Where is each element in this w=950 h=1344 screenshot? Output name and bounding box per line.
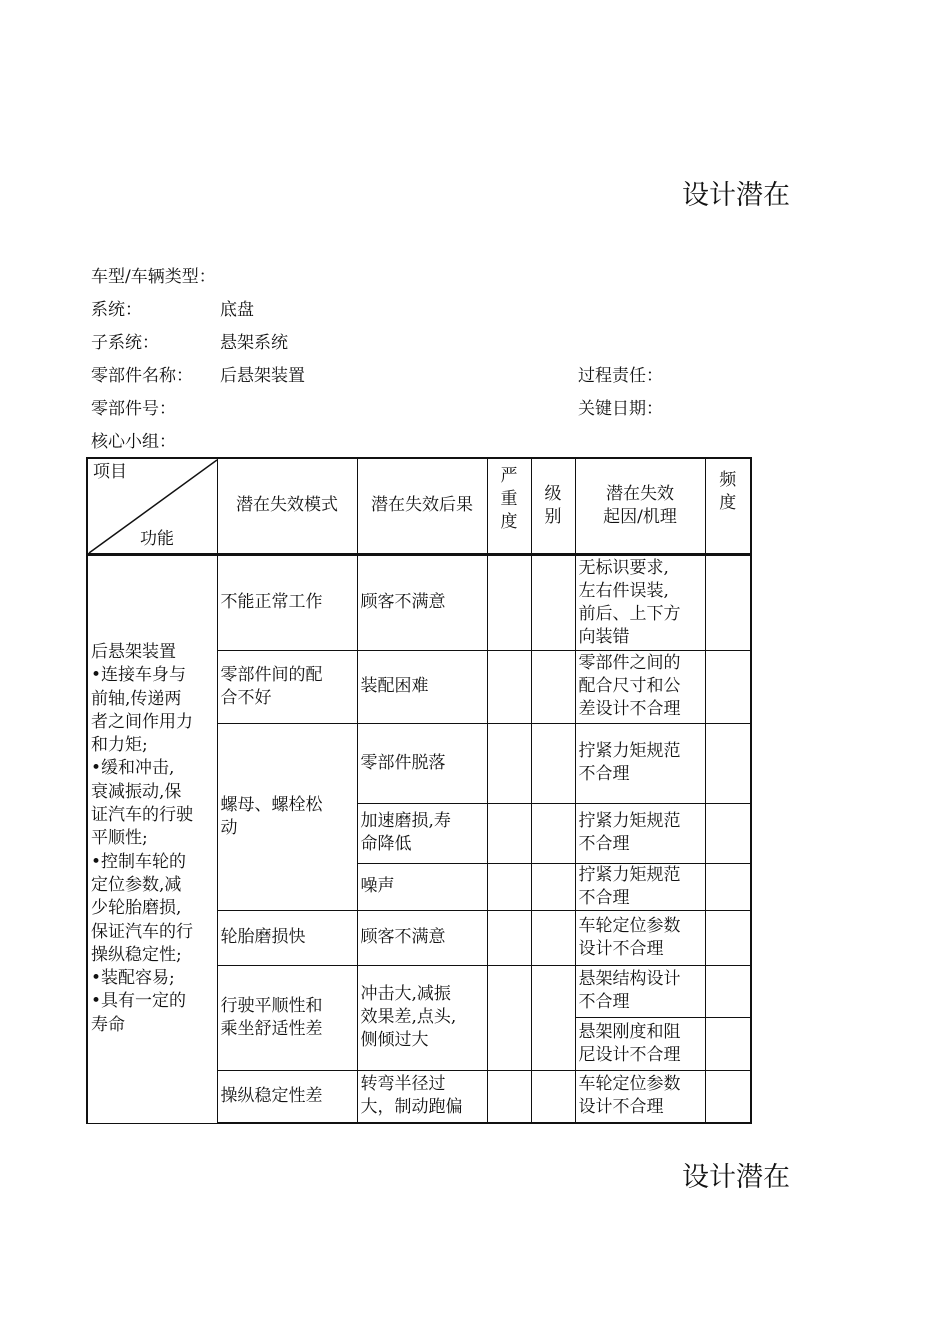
cause-cell xyxy=(575,1070,705,1123)
header-item-function-cell xyxy=(87,458,217,554)
mode-line: 行驶平顺性和 xyxy=(220,995,323,1016)
failure-effect-cell xyxy=(357,1070,487,1123)
subsystem-label: 子系统： xyxy=(91,333,159,353)
system-label: 系统： xyxy=(91,300,142,320)
severity-cell xyxy=(487,723,531,803)
cause-line: 零部件之间的 xyxy=(578,653,681,673)
process-responsibility-label: 过程责任： xyxy=(578,366,663,386)
header-cause-2: 起因/机理 xyxy=(603,506,677,527)
system-value: 底盘 xyxy=(220,300,254,320)
function-line: 操纵稳定性; xyxy=(91,944,182,965)
cause-line: 不合理 xyxy=(578,764,630,784)
cause-line: 拧紧力矩规范 xyxy=(578,811,681,831)
class-cell xyxy=(531,803,575,863)
severity-cell xyxy=(487,910,531,965)
function-line: 前轴,传递两 xyxy=(91,688,182,709)
function-line: •缓和冲击, xyxy=(91,758,175,779)
class-cell xyxy=(531,650,575,723)
cause-line: 不合理 xyxy=(578,992,630,1012)
document-title: 设计潜在 xyxy=(682,180,790,211)
occurrence-cell xyxy=(705,910,751,965)
severity-cell xyxy=(487,554,531,650)
class-cell xyxy=(531,1070,575,1123)
cause-line: 车轮定位参数 xyxy=(578,915,681,936)
function-line: 和力矩; xyxy=(91,735,148,756)
cause-cell xyxy=(575,1017,705,1070)
occurrence-cell xyxy=(705,965,751,1017)
effect-line: 转弯半径过 xyxy=(360,1074,446,1095)
class-cell xyxy=(531,723,575,803)
header-row xyxy=(87,458,751,554)
class-cell xyxy=(531,863,575,910)
function-line: 平顺性; xyxy=(91,828,148,849)
cause-line: 拧紧力矩规范 xyxy=(578,741,681,761)
failure-effect-cell: 顾客不满意 xyxy=(357,910,487,965)
class-cell xyxy=(531,554,575,650)
cause-line: 向装错 xyxy=(578,626,630,647)
failure-effect-cell: 噪声 xyxy=(357,863,487,910)
document-title-repeat: 设计潜在 xyxy=(682,1162,790,1193)
part-name-label: 零部件名称： xyxy=(91,366,193,386)
failure-mode-cell: 不能正常工作 xyxy=(217,554,357,650)
header-occurrence-2: 度 xyxy=(719,493,737,513)
subsystem-value: 悬架系统 xyxy=(220,333,288,353)
mode-line: 动 xyxy=(220,817,238,838)
fmea-table xyxy=(86,457,752,1124)
failure-effect-cell xyxy=(357,965,487,1070)
function-line: 保证汽车的行 xyxy=(91,921,193,942)
cause-line: 悬架结构设计 xyxy=(578,969,681,989)
class-cell xyxy=(531,910,575,965)
failure-effect-cell: 零部件脱落 xyxy=(357,723,487,803)
header-class-2: 别 xyxy=(544,506,562,527)
cause-cell xyxy=(575,863,705,910)
severity-cell xyxy=(487,863,531,910)
mode-line: 合不好 xyxy=(220,687,272,708)
cause-line: 前后、上下方 xyxy=(578,603,681,624)
header-severity-1: 重 xyxy=(500,489,518,510)
cause-line: 悬架刚度和阻 xyxy=(578,1021,681,1042)
cause-line: 设计不合理 xyxy=(578,1097,664,1118)
cause-line: 尼设计不合理 xyxy=(578,1044,681,1065)
mode-line: 零部件间的配 xyxy=(220,664,323,685)
occurrence-cell xyxy=(705,650,751,723)
cause-cell xyxy=(575,723,705,803)
effect-line: 侧倾过大 xyxy=(360,1030,429,1050)
severity-cell xyxy=(487,965,531,1070)
header-cause-1: 潜在失效 xyxy=(606,483,674,504)
part-number-label: 零部件号： xyxy=(91,399,176,419)
function-line: 定位参数,减 xyxy=(91,874,182,895)
header-failure-effect: 潜在失效后果 xyxy=(357,458,487,554)
effect-line: 加速磨损,寿 xyxy=(360,811,451,831)
class-cell xyxy=(531,965,575,1070)
header-occurrence-1: 频 xyxy=(719,470,737,490)
occurrence-cell xyxy=(705,554,751,650)
cause-line: 配合尺寸和公 xyxy=(578,676,681,696)
cause-line: 不合理 xyxy=(578,887,630,908)
function-line: 衰减振动,保 xyxy=(91,781,182,802)
failure-mode-cell: 操纵稳定性差 xyxy=(217,1070,357,1123)
header-item: 项目 xyxy=(93,462,127,482)
core-team-label: 核心小组： xyxy=(91,432,176,452)
failure-effect-cell xyxy=(357,803,487,863)
occurrence-cell xyxy=(705,863,751,910)
cause-cell xyxy=(575,965,705,1017)
header-function: 功能 xyxy=(140,528,174,549)
cause-line: 设计不合理 xyxy=(578,938,664,959)
function-line: •装配容易; xyxy=(91,968,175,989)
header-class xyxy=(531,458,575,554)
failure-effect-cell: 顾客不满意 xyxy=(357,554,487,650)
header-severity-top: 严 xyxy=(500,466,518,487)
occurrence-cell xyxy=(705,723,751,803)
header-severity xyxy=(487,458,531,554)
failure-mode-cell xyxy=(217,650,357,723)
function-line: •控制车轮的 xyxy=(91,851,187,872)
table-row xyxy=(87,554,751,650)
failure-mode-cell xyxy=(217,723,357,910)
header-severity-2: 度 xyxy=(500,512,518,533)
severity-cell xyxy=(487,1070,531,1123)
function-line: 证汽车的行驶 xyxy=(91,805,193,826)
effect-line: 效果差,点头, xyxy=(360,1007,457,1027)
function-line: 者之间作用力 xyxy=(91,711,193,732)
failure-mode-cell xyxy=(217,965,357,1070)
function-line: 后悬架装置 xyxy=(91,641,176,662)
function-line: •具有一定的 xyxy=(91,991,187,1012)
cause-line: 拧紧力矩规范 xyxy=(578,864,681,885)
severity-cell xyxy=(487,650,531,723)
header-occurrence xyxy=(705,458,751,554)
function-line: 少轮胎磨损, xyxy=(91,898,182,919)
header-cause xyxy=(575,458,705,554)
vehicle-type-label: 车型/车辆类型： xyxy=(91,267,216,287)
part-name-value: 后悬架装置 xyxy=(220,366,305,386)
header-class-1: 级 xyxy=(544,483,562,504)
cause-cell xyxy=(575,910,705,965)
occurrence-cell xyxy=(705,1017,751,1070)
cause-cell xyxy=(575,650,705,723)
cause-line: 不合理 xyxy=(578,834,630,854)
mode-line: 螺母、螺栓松 xyxy=(220,794,323,815)
cause-line: 车轮定位参数 xyxy=(578,1074,681,1095)
function-line: 寿命 xyxy=(91,1014,125,1035)
effect-line: 命降低 xyxy=(360,834,412,854)
occurrence-cell xyxy=(705,803,751,863)
cause-cell xyxy=(575,554,705,650)
cause-line: 左右件误装, xyxy=(578,580,669,601)
mode-line: 乘坐舒适性差 xyxy=(220,1018,323,1039)
cause-line: 差设计不合理 xyxy=(578,699,681,719)
effect-line: 大，制动跑偏 xyxy=(360,1097,463,1118)
key-date-label: 关键日期： xyxy=(578,399,663,419)
failure-effect-cell: 装配困难 xyxy=(357,650,487,723)
cause-cell xyxy=(575,803,705,863)
occurrence-cell xyxy=(705,1070,751,1123)
cause-line: 无标识要求, xyxy=(578,557,669,578)
function-description-cell xyxy=(87,554,217,1123)
function-line: •连接车身与 xyxy=(91,665,187,686)
severity-cell xyxy=(487,803,531,863)
failure-mode-cell: 轮胎磨损快 xyxy=(217,910,357,965)
header-failure-mode: 潜在失效模式 xyxy=(217,458,357,554)
effect-line: 冲击大,减振 xyxy=(360,984,451,1004)
